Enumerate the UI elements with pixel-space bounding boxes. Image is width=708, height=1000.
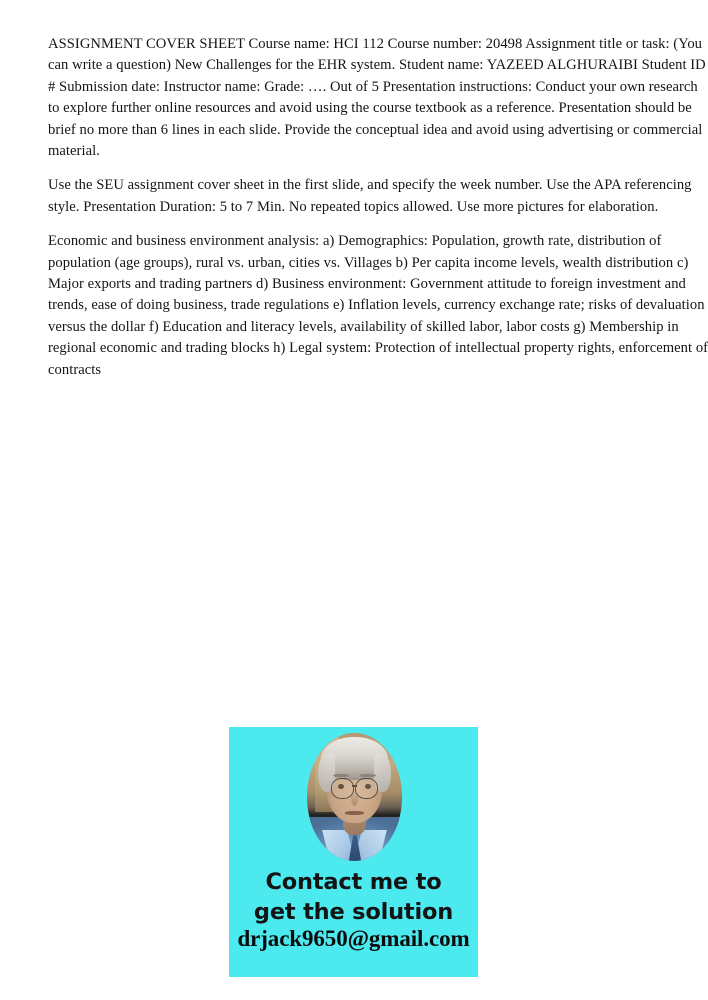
contact-heading-line-1: Contact me to — [265, 869, 442, 895]
paragraph-assignment-cover-sheet: ASSIGNMENT COVER SHEET Course name: HCI 112 Course number: 20498 Assignment title or task: (You can write a question) New Challenges for the EHR system. Student name: YAZEED ALGHURAIBI Student ID # Submission date: Instructor name: Grade: …. Out of 5 Presentation instructions: Conduct your own research to explore further online resources and avoid using the course textbook as a reference. Presentation should be brief no more than 6 lines in each slide. Provide the conceptual idea and avoid using advertising or commercial material. — [48, 36, 706, 160]
document-text-body — [48, 34, 708, 381]
contact-card-heading — [229, 867, 478, 927]
portrait-glasses-bridge — [352, 785, 358, 787]
portrait-mouth — [345, 811, 364, 815]
paragraph-seu-instructions: Use the SEU assignment cover sheet in the first slide, and specify the week number. Use the APA referencing style. Presentation Duration: 5 to 7 Min. No repeated topics allowed. Use more pictures for elaboration. — [48, 177, 692, 215]
contact-heading-line-2: get the solution — [253, 899, 454, 925]
portrait-photo — [307, 733, 402, 861]
portrait-glasses-lens-right — [355, 778, 378, 799]
paragraph-economic-analysis: Economic and business environment analysis: a) Demographics: Population, growth rate, distribution of population (age groups), rural vs. urban, cities vs. Villages b) Per capita income levels, wealth distribution c) Major exports and trading partners d) Business environment: Government attitude to foreign investment and trends, ease of doing business, trade regulations e) Inflation levels, currency exchange rate; risks of devaluation versus the dollar f) Education and literacy levels, availability of skilled labor, labor costs g) Membership in regional economic and trading blocks h) Legal system: Protection of intellectual property rights, enforcement of contracts — [48, 233, 708, 378]
contact-email: drjack9650@gmail.com — [237, 926, 470, 951]
contact-card — [229, 727, 478, 977]
